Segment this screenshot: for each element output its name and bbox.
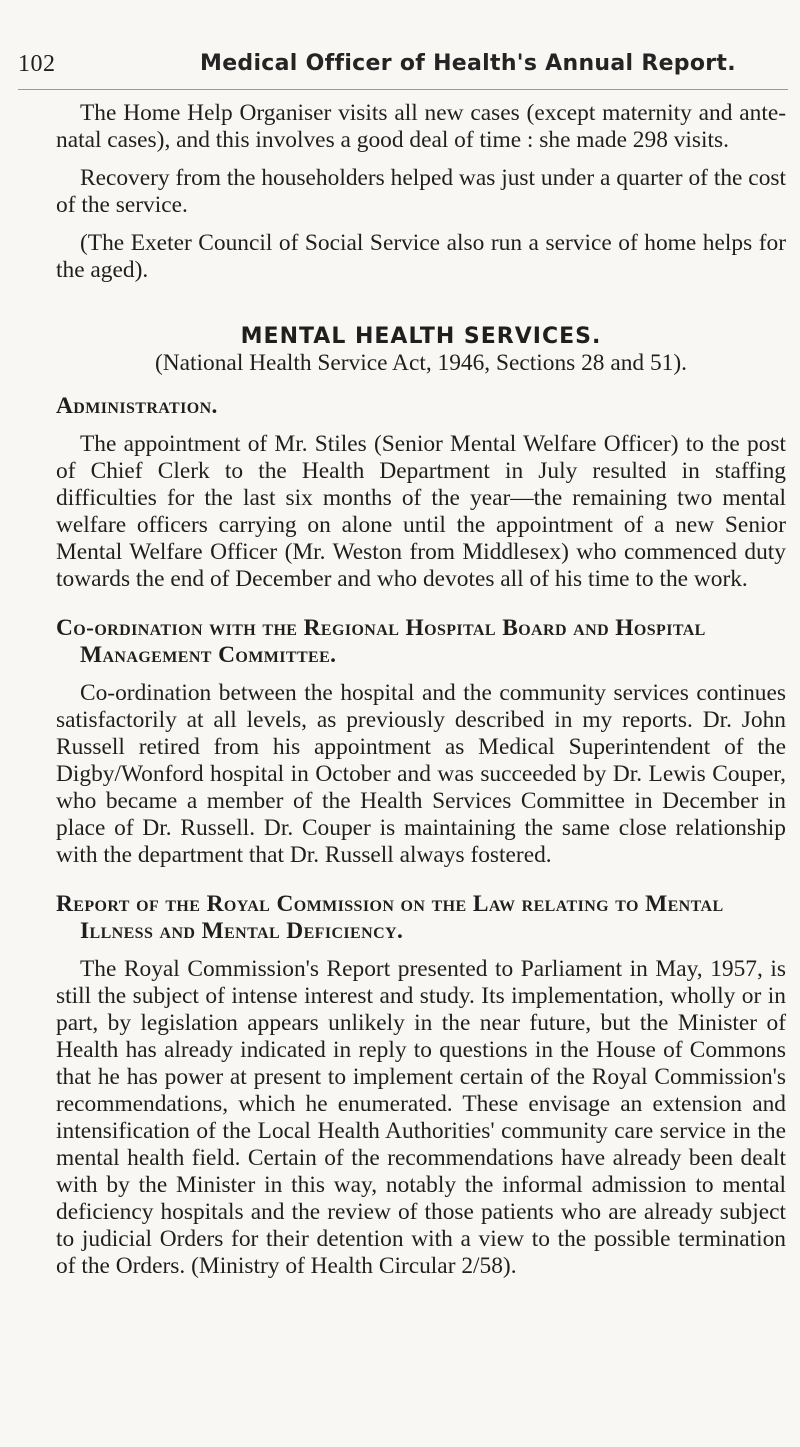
spacer [56, 669, 786, 680]
royal-commission-paragraph: The Royal Commission's Report presented to Parliament in May, 1957, is still the subject of intense interest and study. Its implementation, wholly or in part, by legislation appears unlikely in the near future, but the Minister of Health has already indicated in reply to questions in the House of Commons that he has power at present to implement certain of the Royal Commission's recommendations, which he enumerated. These envisage an extension and intensification of the Local Health Authorities' community care service in the mental health field. Certain of the recommendations have already been dealt with by the Minister in this way, notably the informal admission to mental deficiency hospitals and the review of those patients who are already subject to judicial Orders for their detention with a view to the possible termination of the Orders. (Ministry of Health Circular 2/58). [56, 956, 786, 1279]
page-number: 102 [18, 51, 56, 77]
exeter-council-paragraph: (The Exeter Council of Social Service also run a service of home helps for the aged). [56, 230, 786, 283]
spacer [56, 869, 786, 891]
page-content [56, 100, 786, 1280]
spacer [56, 219, 786, 230]
administration-paragraph: The appointment of Mr. Stiles (Senior Mental Welfare Officer) to the post of Chief Clerk to the Health Department in July resulted in staffing difficulties for the last six months of the year—the remaining two mental welfare officers carrying on alone until the appointment of a new Senior Mental Welfare Officer (Mr. Weston from Middlesex) who commenced duty towards the end of December and who devotes all of his time to the work. [56, 431, 786, 592]
spacer [56, 593, 786, 615]
spacer [56, 377, 786, 393]
coordination-heading: Co-ordination with the Regional Hospital Board and Hospital Management Committee. [56, 615, 706, 668]
spacer [56, 284, 786, 324]
coordination-paragraph: Co-ordination between the hospital and the community services continues satisfactorily at all levels, as previously described in my reports. Dr. John Russell retired from his appointment as Medical Superintendent of the Digby/Wonford hospital in October and was succeeded by Dr. Lewis Couper, who became a member of the Health Services Committee in December in place of Dr. Russell. Dr. Couper is maintaining the same close relationship with the department that Dr. Russell always fostered. [56, 680, 786, 868]
section-subtitle: (National Health Service Act, 1946, Sections 28 and 51). [154, 350, 687, 376]
recovery-paragraph: Recovery from the householders helped was just under a quarter of the cost of the service. [56, 165, 786, 218]
running-header [18, 50, 788, 90]
header-rule [18, 89, 788, 90]
spacer [56, 945, 786, 956]
spacer [56, 154, 786, 165]
section-title: MENTAL HEALTH SERVICES. [240, 324, 602, 349]
royal-commission-heading: Report of the Royal Commission on the Law relating to Mental Illness and Mental Deficiency. [56, 891, 724, 944]
report-title: Medical Officer of Health's Annual Report. [200, 51, 736, 76]
administration-heading: Administration. [56, 393, 218, 419]
spacer [56, 420, 786, 431]
home-help-visits-paragraph: The Home Help Organiser visits all new cases (except maternity and ante-natal cases), and this involves a good deal of time : she made 298 visits. [56, 100, 786, 153]
